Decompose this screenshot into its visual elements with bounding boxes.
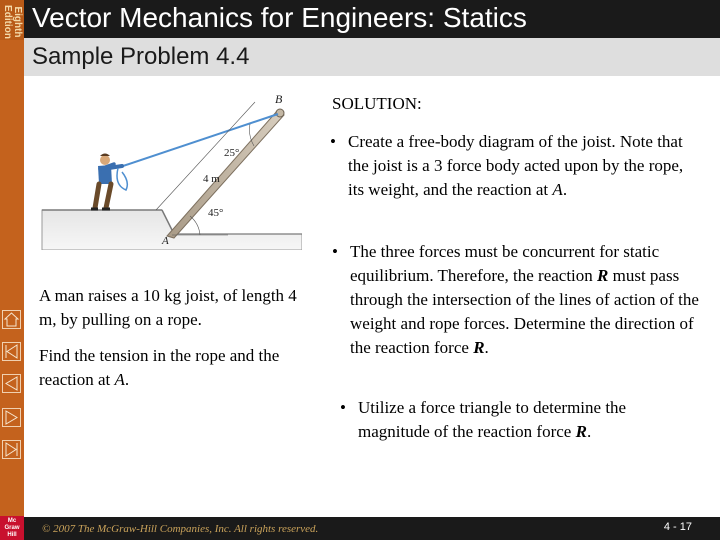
mcgraw-hill-logo: Mc Graw Hill	[0, 516, 24, 540]
next-page-icon	[3, 409, 20, 426]
previous-page-icon	[3, 375, 20, 392]
problem-text: A man raises a 10 kg joist, of length 4 m, by pulling on a rope.	[39, 286, 297, 329]
edition-badge	[0, 0, 24, 40]
home-button[interactable]	[2, 310, 21, 329]
solution-heading: SOLUTION:	[332, 94, 422, 113]
bullet-marker: •	[332, 242, 338, 261]
sidebar	[0, 0, 24, 540]
solution-bullet-3: • Utilize a force triangle to determine the magnitude of the reaction force R.	[340, 398, 627, 441]
length-label: 4 m	[203, 173, 220, 185]
man-figure	[91, 154, 127, 210]
home-icon	[3, 311, 20, 328]
label-a: A	[162, 235, 169, 247]
section-title: Sample Problem 4.4	[32, 43, 250, 70]
angle-base-label: 45°	[208, 207, 224, 219]
joist	[167, 111, 284, 238]
next-page-button[interactable]	[2, 408, 21, 427]
solution-bullet-1: • Create a free-body diagram of the joist. Note that the joist is a 3 force body acted upon by the rope, its weight, and the reaction at A.	[330, 132, 684, 199]
first-page-icon	[3, 343, 20, 360]
joist-end-b	[276, 109, 284, 117]
page-title: Vector Mechanics for Engineers: Statics	[32, 2, 527, 33]
bullet-marker: •	[340, 398, 346, 417]
angle-rope-label: 25°	[224, 147, 240, 159]
problem-question: Find the tension in the rope and the reaction at A.	[39, 346, 280, 389]
last-page-button[interactable]	[2, 440, 21, 459]
solution-bullet-2: • The three forces must be concurrent for static equilibrium. Therefore, the reaction R must pass through the intersection of the lines of action of the weight and rope forces. Determine the direction of the reaction force R.	[332, 242, 699, 357]
bullet-marker: •	[330, 132, 336, 151]
page-number: 4 - 17	[663, 521, 692, 533]
subtitle-bar	[24, 38, 720, 76]
footer-bar	[24, 517, 720, 540]
title-bar	[24, 0, 720, 38]
previous-page-button[interactable]	[2, 374, 21, 393]
first-page-button[interactable]	[2, 342, 21, 361]
edition-line-2: Edition	[2, 5, 13, 39]
last-page-icon	[3, 441, 20, 458]
label-b: B	[275, 92, 283, 106]
problem-statement	[39, 284, 309, 404]
joist-figure	[40, 90, 302, 250]
copyright-notice: © 2007 The McGraw-Hill Companies, Inc. All rights reserved.	[42, 523, 319, 535]
edition-line-1: Eighth	[12, 6, 23, 38]
